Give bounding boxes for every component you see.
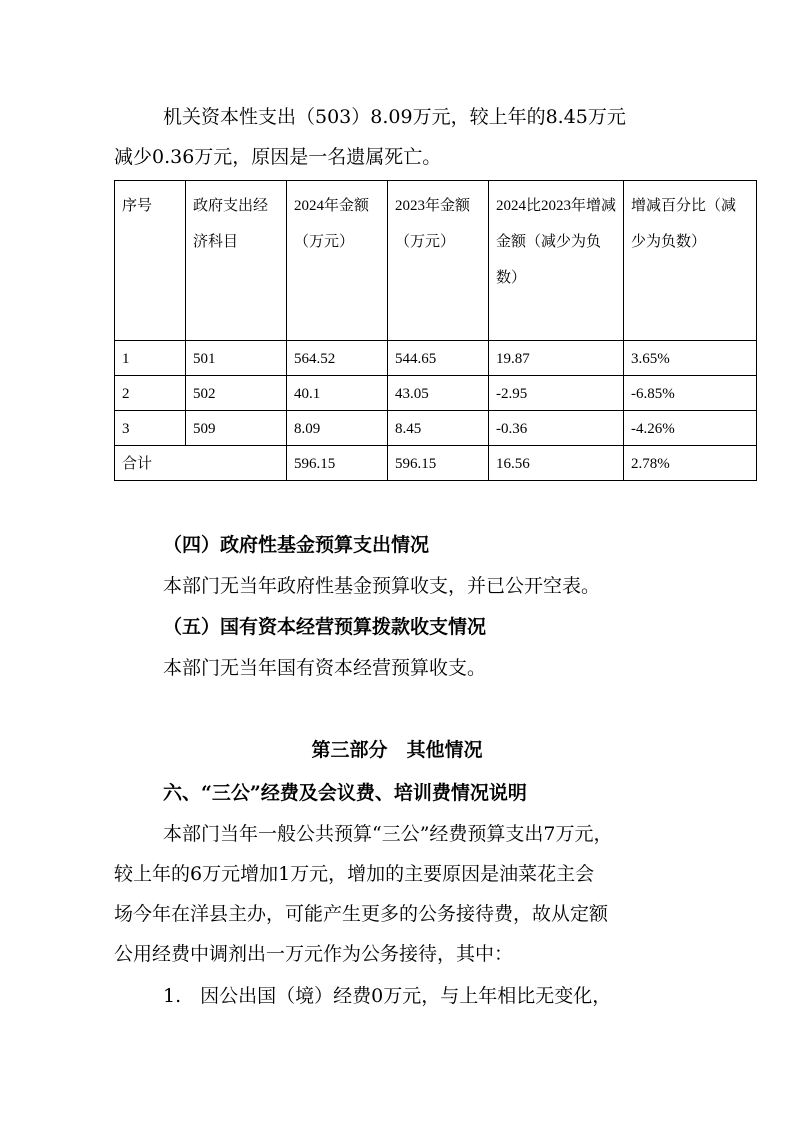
row-diff: 19.87 [489, 341, 624, 376]
row-2023: 8.45 [388, 411, 489, 446]
row-2024: 40.1 [287, 376, 388, 411]
table-row [115, 376, 757, 411]
section-6-heading: 六、“三公”经费及会议费、培训费情况说明 [163, 782, 527, 804]
header-index: 序号 [115, 181, 186, 341]
row-pct: 3.65% [624, 341, 757, 376]
header-change-percent: 增减百分比（减少为负数） [624, 181, 757, 341]
section-5-body: 本部门无当年国有资本经营预算收支。 [163, 657, 487, 679]
row-pct: -6.85% [624, 376, 757, 411]
total-diff: 16.56 [489, 446, 624, 481]
table-row [115, 341, 757, 376]
row-category: 501 [186, 341, 287, 376]
intro-line-2: 减少0.36万元，原因是一名遗属死亡。 [114, 146, 442, 168]
table-row [115, 411, 757, 446]
total-2024: 596.15 [287, 446, 388, 481]
row-diff: -0.36 [489, 411, 624, 446]
row-pct: -4.26% [624, 411, 757, 446]
section-6-line-1: 本部门当年一般公共预算“三公”经费预算支出7万元， [163, 823, 613, 845]
row-2023: 43.05 [388, 376, 489, 411]
row-diff: -2.95 [489, 376, 624, 411]
row-category: 502 [186, 376, 287, 411]
section-6-line-2: 较上年的6万元增加1万元，增加的主要原因是油菜花主会 [114, 863, 595, 885]
row-index: 3 [115, 411, 186, 446]
section-4-heading: （四）政府性基金预算支出情况 [163, 534, 430, 556]
section-6-line-4: 公用经费中调剂出一万元作为公务接待，其中： [114, 943, 514, 965]
expenditure-table [114, 180, 757, 481]
row-category: 509 [186, 411, 287, 446]
table-header-row [115, 181, 757, 341]
section-4-body: 本部门无当年政府性基金预算收支，并已公开空表。 [163, 575, 601, 597]
header-2023-amount: 2023年金额（万元） [388, 181, 489, 341]
total-label: 合计 [115, 446, 287, 481]
total-pct: 2.78% [624, 446, 757, 481]
intro-line-1: 机关资本性支出（503）8.09万元，较上年的8.45万元 [163, 106, 626, 128]
total-2023: 596.15 [388, 446, 489, 481]
row-2024: 564.52 [287, 341, 388, 376]
header-2024-amount: 2024年金额（万元） [287, 181, 388, 341]
header-change-amount: 2024比2023年增减金额（减少为负数） [489, 181, 624, 341]
section-6-line-3: 场今年在洋县主办，可能产生更多的公务接待费，故从定额 [114, 903, 609, 925]
table-total-row [115, 446, 757, 481]
part-3-title: 第三部分 其他情况 [311, 739, 483, 761]
section-6-item-1: 1. 因公出国（境）经费0万元，与上年相比无变化， [163, 985, 612, 1007]
header-econ-category: 政府支出经济科目 [186, 181, 287, 341]
row-2024: 8.09 [287, 411, 388, 446]
row-2023: 544.65 [388, 341, 489, 376]
row-index: 1 [115, 341, 186, 376]
section-5-heading: （五）国有资本经营预算拨款收支情况 [163, 616, 487, 638]
row-index: 2 [115, 376, 186, 411]
